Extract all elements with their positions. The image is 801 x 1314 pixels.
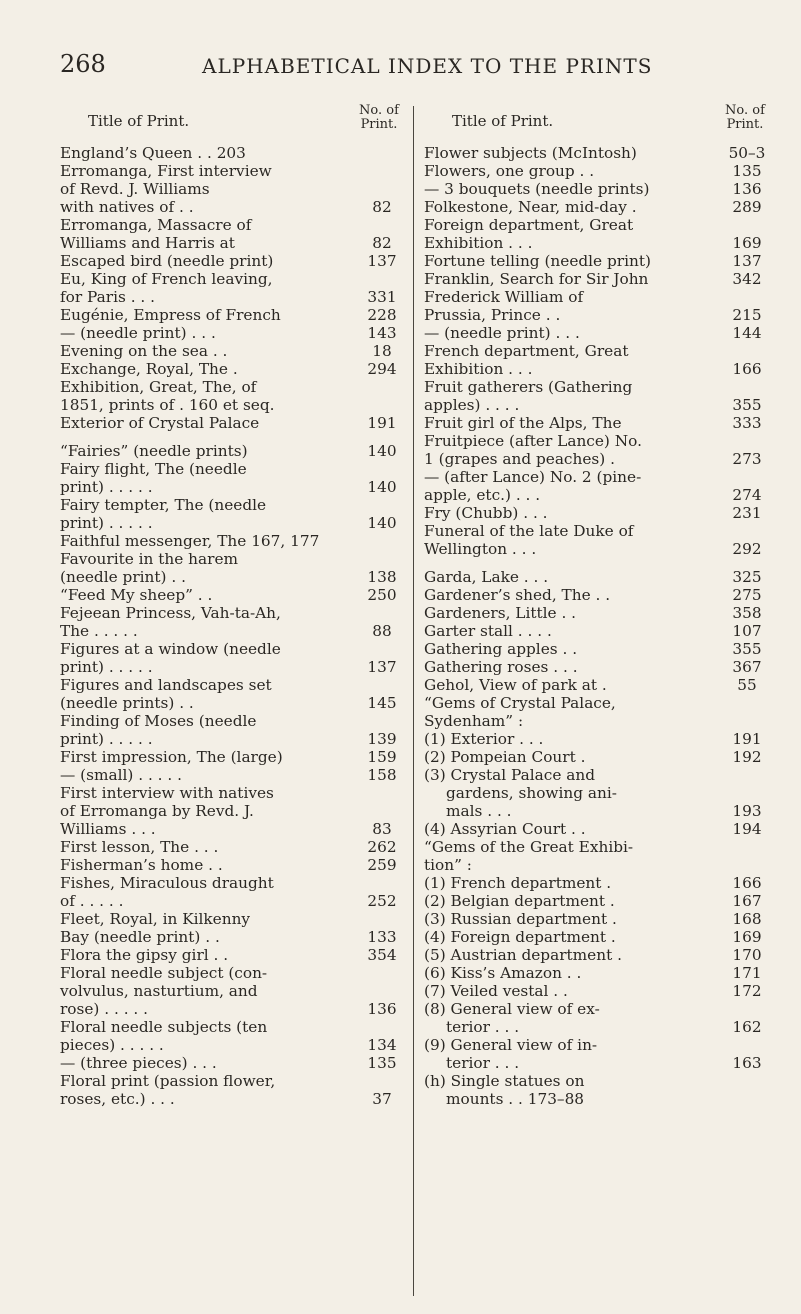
right-entries: [424, 144, 770, 1108]
entry-line: Gardeners, Little . .: [424, 604, 577, 622]
print-number: 163: [732, 1054, 762, 1072]
entry-line: Garda, Lake . . .: [424, 568, 549, 586]
index-entry: [60, 414, 408, 432]
entry-line: print) . . . . .: [60, 514, 153, 532]
index-entry: [424, 766, 770, 820]
entry-line: Garter stall . . . .: [424, 622, 552, 640]
index-entry: [424, 748, 770, 766]
entry-line: Floral needle subjects (ten: [60, 1018, 268, 1036]
entry-line: Figures at a window (needle: [60, 640, 281, 658]
entry-line: (1) Exterior . . .: [424, 730, 544, 748]
print-number: 82: [372, 234, 392, 252]
print-number: 166: [732, 874, 762, 892]
entry-line: Williams and Harris at: [60, 234, 235, 252]
entry-line: Floral print (passion flower,: [60, 1072, 276, 1090]
index-entry: [424, 198, 770, 216]
print-number: 231: [732, 504, 762, 522]
index-entry: [60, 964, 408, 1018]
print-number: 136: [732, 180, 762, 198]
print-number: 140: [367, 478, 397, 496]
entry-line: Foreign department, Great: [424, 216, 634, 234]
entry-line: Flowers, one group . .: [424, 162, 595, 180]
entry-line: of Erromanga by Revd. J.: [60, 802, 254, 820]
entry-line: with natives of . .: [60, 198, 194, 216]
entry-line: (4) Foreign department .: [424, 928, 616, 946]
entry-line: (2) Pompeian Court .: [424, 748, 586, 766]
print-number: 355: [732, 640, 762, 658]
index-entry: [424, 522, 770, 558]
index-entry: [424, 964, 770, 982]
index-entry: [60, 784, 408, 838]
page-number: 268: [60, 50, 106, 78]
index-entry: [424, 180, 770, 198]
entry-line: The . . . . .: [60, 622, 138, 640]
print-number: 136: [367, 1000, 397, 1018]
print-number: 137: [367, 658, 397, 676]
right-column-header: [424, 104, 770, 144]
print-number: 50–3: [728, 144, 766, 162]
entry-line: (3) Russian department .: [424, 910, 617, 928]
entry-line: Exchange, Royal, The .: [60, 360, 238, 378]
entry-line: for Paris . . .: [60, 288, 156, 306]
index-entry: [424, 946, 770, 964]
entry-line: terior . . .: [446, 1054, 520, 1072]
entry-line: “Fairies” (needle prints): [60, 442, 248, 460]
index-entry: [60, 496, 408, 532]
index-entry: [60, 586, 408, 604]
index-entry: [424, 586, 770, 604]
entry-line: mounts . . 173–88: [446, 1090, 585, 1108]
index-entry: [424, 252, 770, 270]
index-entry: [424, 604, 770, 622]
print-number: 135: [367, 1054, 397, 1072]
print-number: 194: [732, 820, 762, 838]
entry-line: apples) . . . .: [424, 396, 520, 414]
entry-line: Wellington . . .: [424, 540, 537, 558]
print-number: 143: [367, 324, 397, 342]
index-entry: [424, 414, 770, 432]
index-entry: [60, 342, 408, 360]
print-number: 82: [372, 198, 392, 216]
index-entry: [424, 1072, 770, 1108]
index-entry: [424, 730, 770, 748]
print-number: 355: [732, 396, 762, 414]
index-entry: [424, 892, 770, 910]
index-entry: [424, 928, 770, 946]
entry-line: (8) General view of ex-: [424, 1000, 600, 1018]
entry-line: (needle prints) . .: [60, 694, 194, 712]
print-number: 215: [732, 306, 762, 324]
entry-line: Bay (needle print) . .: [60, 928, 220, 946]
entry-line: Fruitpiece (after Lance) No.: [424, 432, 642, 450]
right-column: [424, 104, 770, 1108]
print-number: 158: [367, 766, 397, 784]
print-number: 138: [367, 568, 397, 586]
index-entry: [60, 532, 408, 550]
print-number: 228: [367, 306, 397, 324]
title-of-print-heading: Title of Print.: [452, 112, 554, 130]
entry-line: Williams . . .: [60, 820, 156, 838]
index-entry: [60, 604, 408, 640]
index-entry: [60, 766, 408, 784]
running-title: ALPHABETICAL INDEX TO THE PRINTS: [202, 54, 653, 78]
entry-line: roses, etc.) . . .: [60, 1090, 175, 1108]
entry-line: — (three pieces) . . .: [60, 1054, 217, 1072]
index-entry: [60, 360, 408, 378]
index-entry: [424, 874, 770, 892]
index-entry: [424, 342, 770, 378]
index-entry: [424, 838, 770, 874]
entry-line: gardens, showing ani-: [446, 784, 617, 802]
entry-line: Gathering apples . .: [424, 640, 578, 658]
index-entry: [424, 378, 770, 414]
print-number: 55: [737, 676, 757, 694]
entry-line: Gardener’s shed, The . .: [424, 586, 611, 604]
entry-line: Fejeean Princess, Vah-ta-Ah,: [60, 604, 281, 622]
index-entry: [424, 640, 770, 658]
index-entry: [60, 1054, 408, 1072]
entry-line: pieces) . . . . .: [60, 1036, 164, 1054]
entry-line: Exhibition, Great, The, of: [60, 378, 257, 396]
entry-line: Fairy tempter, The (needle: [60, 496, 267, 514]
print-number: 354: [367, 946, 397, 964]
entry-line: rose) . . . . .: [60, 1000, 149, 1018]
entry-line: Exterior of Crystal Palace: [60, 414, 260, 432]
print-number: 333: [732, 414, 762, 432]
index-entry: [424, 1036, 770, 1072]
index-entry: [60, 550, 408, 586]
index-entry: [424, 568, 770, 586]
index-entry: [60, 378, 408, 414]
print-number: 358: [732, 604, 762, 622]
entry-line: Flower subjects (McIntosh): [424, 144, 637, 162]
print-number: 18: [372, 342, 392, 360]
print-number: 331: [367, 288, 397, 306]
print-number: 137: [367, 252, 397, 270]
print-number: 159: [367, 748, 397, 766]
index-entry: [60, 442, 408, 460]
print-number: 289: [732, 198, 762, 216]
print-number: 192: [732, 748, 762, 766]
index-entry: [60, 270, 408, 306]
entry-line: First lesson, The . . .: [60, 838, 219, 856]
entry-line: Fisherman’s home . .: [60, 856, 223, 874]
entry-line: Finding of Moses (needle: [60, 712, 257, 730]
print-number: 37: [372, 1090, 392, 1108]
entry-line: apple, etc.) . . .: [424, 486, 541, 504]
index-entry: [424, 982, 770, 1000]
entry-line: print) . . . . .: [60, 658, 153, 676]
index-entry: [424, 216, 770, 252]
print-number: 133: [367, 928, 397, 946]
entry-line: Evening on the sea . .: [60, 342, 228, 360]
entry-line: (needle print) . .: [60, 568, 186, 586]
index-entry: [60, 162, 408, 216]
print-number: 325: [732, 568, 762, 586]
entry-line: Sydenham” :: [424, 712, 524, 730]
entry-line: Flora the gipsy girl . .: [60, 946, 229, 964]
print-number: 191: [732, 730, 762, 748]
print-number: 250: [367, 586, 397, 604]
index-entry: [60, 460, 408, 496]
entry-line: of . . . . .: [60, 892, 124, 910]
index-entry: [60, 946, 408, 964]
index-entry: [60, 856, 408, 874]
entry-line: French department, Great: [424, 342, 629, 360]
print-number: 294: [367, 360, 397, 378]
index-entry: [60, 1018, 408, 1054]
print-number: 168: [732, 910, 762, 928]
print-number: 172: [732, 982, 762, 1000]
print-number: 342: [732, 270, 762, 288]
print-number: 169: [732, 928, 762, 946]
print-number: 169: [732, 234, 762, 252]
entry-line: print) . . . . .: [60, 730, 153, 748]
print-number: 145: [367, 694, 397, 712]
print-number: 140: [367, 514, 397, 532]
index-entry: [424, 910, 770, 928]
entry-line: tion” :: [424, 856, 472, 874]
entry-line: Fruit girl of the Alps, The: [424, 414, 622, 432]
print-number: 88: [372, 622, 392, 640]
page-header: [0, 50, 801, 90]
print-number: 193: [732, 802, 762, 820]
entry-line: (7) Veiled vestal . .: [424, 982, 568, 1000]
index-entry: [60, 676, 408, 712]
print-number: 259: [367, 856, 397, 874]
entry-line: (6) Kiss’s Amazon . .: [424, 964, 582, 982]
left-entries: [60, 144, 408, 1108]
index-entry: [424, 1000, 770, 1036]
entry-line: Favourite in the harem: [60, 550, 239, 568]
index-entry: [424, 658, 770, 676]
entry-line: volvulus, nasturtium, and: [60, 982, 258, 1000]
index-entry: [424, 162, 770, 180]
entry-line: Faithful messenger, The 167, 177: [60, 532, 320, 550]
index-entry: [60, 216, 408, 252]
entry-line: — 3 bouquets (needle prints): [424, 180, 650, 198]
print-number: 134: [367, 1036, 397, 1054]
print-number: 274: [732, 486, 762, 504]
entry-line: Fortune telling (needle print): [424, 252, 651, 270]
entry-line: Exhibition . . .: [424, 360, 533, 378]
entry-line: Fairy flight, The (needle: [60, 460, 247, 478]
entry-line: terior . . .: [446, 1018, 520, 1036]
number-of-print-heading: No. of Print.: [725, 103, 765, 132]
print-number: 166: [732, 360, 762, 378]
index-entry: [60, 306, 408, 324]
entry-line: (9) General view of in-: [424, 1036, 598, 1054]
number-of-print-heading: No. of Print.: [359, 103, 399, 132]
index-entry: [60, 144, 408, 162]
entry-line: Frederick William of: [424, 288, 584, 306]
index-entry: [60, 910, 408, 946]
print-number: 137: [732, 252, 762, 270]
entry-line: Erromanga, First interview: [60, 162, 272, 180]
entry-line: mals . . .: [446, 802, 512, 820]
index-entry: [424, 694, 770, 730]
print-number: 107: [732, 622, 762, 640]
entry-line: First impression, The (large): [60, 748, 283, 766]
column-divider: [413, 106, 414, 1296]
entry-line: First interview with natives: [60, 784, 274, 802]
entry-line: Fry (Chubb) . . .: [424, 504, 548, 522]
index-entry: [424, 144, 770, 162]
index-entry: [424, 504, 770, 522]
entry-line: Fleet, Royal, in Kilkenny: [60, 910, 251, 928]
print-number: 167: [732, 892, 762, 910]
index-entry: [60, 324, 408, 342]
entry-line: — (needle print) . . .: [60, 324, 216, 342]
entry-line: 1851, prints of . 160 et seq.: [60, 396, 275, 414]
print-number: 367: [732, 658, 762, 676]
index-entry: [60, 1072, 408, 1108]
print-number: 262: [367, 838, 397, 856]
entry-line: Eugénie, Empress of French: [60, 306, 281, 324]
index-entry: [424, 432, 770, 468]
print-number: 140: [367, 442, 397, 460]
index-entry: [60, 874, 408, 910]
index-entry: [424, 324, 770, 342]
entry-line: Escaped bird (needle print): [60, 252, 274, 270]
entry-line: Gathering roses . . .: [424, 658, 578, 676]
print-number: 191: [367, 414, 397, 432]
title-of-print-heading: Title of Print.: [88, 112, 190, 130]
entry-line: Franklin, Search for Sir John: [424, 270, 649, 288]
print-number: 139: [367, 730, 397, 748]
entry-line: (4) Assyrian Court . .: [424, 820, 586, 838]
print-number: 273: [732, 450, 762, 468]
entry-line: — (small) . . . . .: [60, 766, 182, 784]
entry-line: Prussia, Prince . .: [424, 306, 561, 324]
print-number: 170: [732, 946, 762, 964]
entry-line: 1 (grapes and peaches) .: [424, 450, 615, 468]
entry-line: (h) Single statues on: [424, 1072, 585, 1090]
index-entry: [424, 676, 770, 694]
print-number: 144: [732, 324, 762, 342]
print-number: 162: [732, 1018, 762, 1036]
print-number: 275: [732, 586, 762, 604]
index-entry: [424, 468, 770, 504]
entry-line: Eu, King of French leaving,: [60, 270, 273, 288]
entry-line: Fishes, Miraculous draught: [60, 874, 274, 892]
print-number: 252: [367, 892, 397, 910]
entry-line: (3) Crystal Palace and: [424, 766, 596, 784]
entry-line: Figures and landscapes set: [60, 676, 272, 694]
entry-line: of Revd. J. Williams: [60, 180, 210, 198]
index-entry: [60, 838, 408, 856]
index-entry: [424, 270, 770, 288]
print-number: 171: [732, 964, 762, 982]
entry-line: (2) Belgian department .: [424, 892, 615, 910]
index-entry: [424, 622, 770, 640]
entry-line: Erromanga, Massacre of: [60, 216, 252, 234]
print-number: 292: [732, 540, 762, 558]
entry-line: Folkestone, Near, mid-day .: [424, 198, 637, 216]
entry-line: England’s Queen . . 203: [60, 144, 246, 162]
entry-line: (5) Austrian department .: [424, 946, 622, 964]
entry-line: print) . . . . .: [60, 478, 153, 496]
left-column: [60, 104, 408, 1108]
entry-line: — (needle print) . . .: [424, 324, 580, 342]
entry-line: “Gems of Crystal Palace,: [424, 694, 616, 712]
entry-line: Exhibition . . .: [424, 234, 533, 252]
entry-line: “Gems of the Great Exhibi-: [424, 838, 634, 856]
entry-line: (1) French department .: [424, 874, 612, 892]
entry-line: Funeral of the late Duke of: [424, 522, 634, 540]
index-entry: [60, 712, 408, 748]
index-entry: [60, 640, 408, 676]
index-entry: [60, 748, 408, 766]
print-number: 83: [372, 820, 392, 838]
entry-line: “Feed My sheep” . .: [60, 586, 213, 604]
entry-line: Gehol, View of park at .: [424, 676, 607, 694]
left-column-header: [60, 104, 408, 144]
entry-line: Floral needle subject (con-: [60, 964, 268, 982]
index-entry: [60, 252, 408, 270]
print-number: 135: [732, 162, 762, 180]
entry-line: Fruit gatherers (Gathering: [424, 378, 633, 396]
index-entry: [424, 288, 770, 324]
index-entry: [424, 820, 770, 838]
entry-line: — (after Lance) No. 2 (pine-: [424, 468, 642, 486]
